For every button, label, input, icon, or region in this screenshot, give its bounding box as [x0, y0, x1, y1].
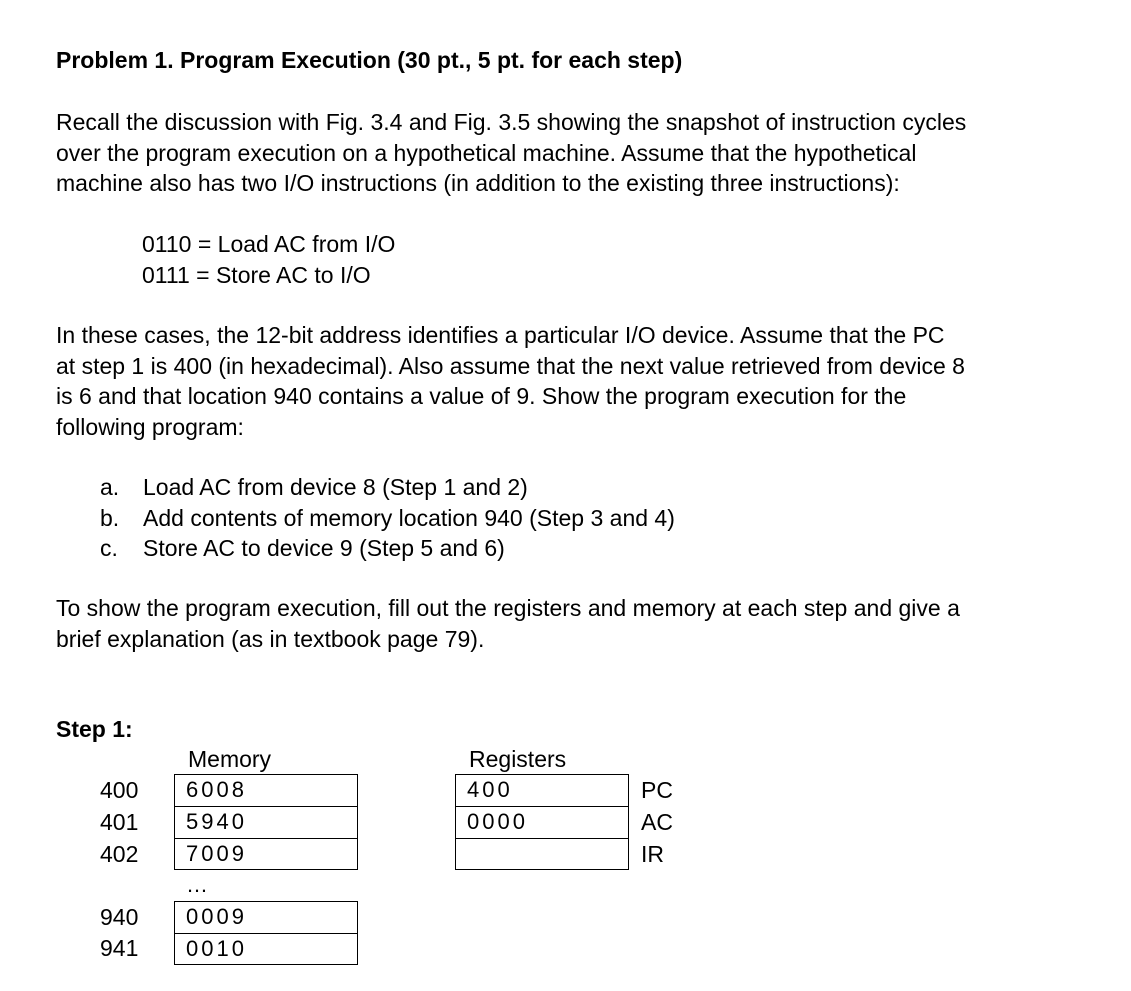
instruction-store: 0111 = Store AC to I/O [142, 261, 371, 288]
intro-paragraph [56, 107, 1116, 199]
list-item [100, 533, 675, 564]
list-marker: b. [100, 504, 120, 531]
memory-ellipsis: … [186, 872, 209, 897]
memory-address: 401 [100, 809, 139, 835]
program-list [100, 472, 675, 564]
memory-cell: 5940 [174, 806, 358, 839]
register-cell-ac: 0000 [455, 806, 629, 839]
memory-address: 402 [100, 841, 139, 867]
memory-cell: 6008 [174, 774, 358, 807]
memory-header: Memory [188, 746, 272, 772]
register-label-ir: IR [641, 841, 664, 867]
cases-line: at step 1 is 400 (in hexadecimal). Also assume that the next value retrieved from device 8 [56, 352, 965, 379]
instruction-load: 0110 = Load AC from I/O [142, 231, 396, 257]
intro-line: machine also has two I/O instructions (in addition to the existing three instructions): [56, 170, 900, 196]
cases-line: following program: [56, 413, 244, 440]
list-item [100, 503, 675, 534]
list-item [100, 472, 675, 503]
cases-paragraph [56, 320, 1116, 442]
memory-cell: 7009 [174, 838, 358, 870]
memory-cell: 0010 [174, 933, 358, 965]
register-label-ac: AC [641, 809, 673, 835]
show-line: brief explanation (as in textbook page 79). [56, 625, 485, 652]
register-cell-ir [455, 838, 629, 870]
show-line: To show the program execution, fill out the registers and memory at each step and give a [56, 595, 960, 621]
list-item-text: Load AC from device 8 (Step 1 and 2) [143, 474, 528, 500]
list-item-text: Add contents of memory location 940 (Step 3 and 4) [143, 504, 675, 531]
list-marker: a. [100, 474, 120, 500]
step-label: Step 1: [56, 716, 133, 742]
intro-line: over the program execution on a hypothetical machine. Assume that the hypothetical [56, 139, 917, 166]
register-cell-pc: 400 [455, 774, 629, 807]
cases-line: In these cases, the 12-bit address identifies a particular I/O device. Assume that the PC [56, 322, 945, 348]
problem-title: Problem 1. Program Execution (30 pt., 5 pt. for each step) [56, 47, 683, 73]
memory-cell: 0009 [174, 901, 358, 934]
io-instructions [142, 229, 395, 290]
memory-address: 941 [100, 935, 139, 961]
intro-line: Recall the discussion with Fig. 3.4 and Fig. 3.5 showing the snapshot of instruction cycles [56, 109, 967, 135]
list-marker: c. [100, 535, 118, 561]
show-paragraph [56, 593, 1116, 654]
register-label-pc: PC [641, 777, 673, 803]
registers-header: Registers [469, 746, 567, 772]
memory-address: 400 [100, 777, 139, 803]
list-item-text: Store AC to device 9 (Step 5 and 6) [143, 535, 505, 561]
cases-line: is 6 and that location 940 contains a value of 9. Show the program execution for the [56, 383, 907, 409]
memory-address: 940 [100, 904, 139, 930]
